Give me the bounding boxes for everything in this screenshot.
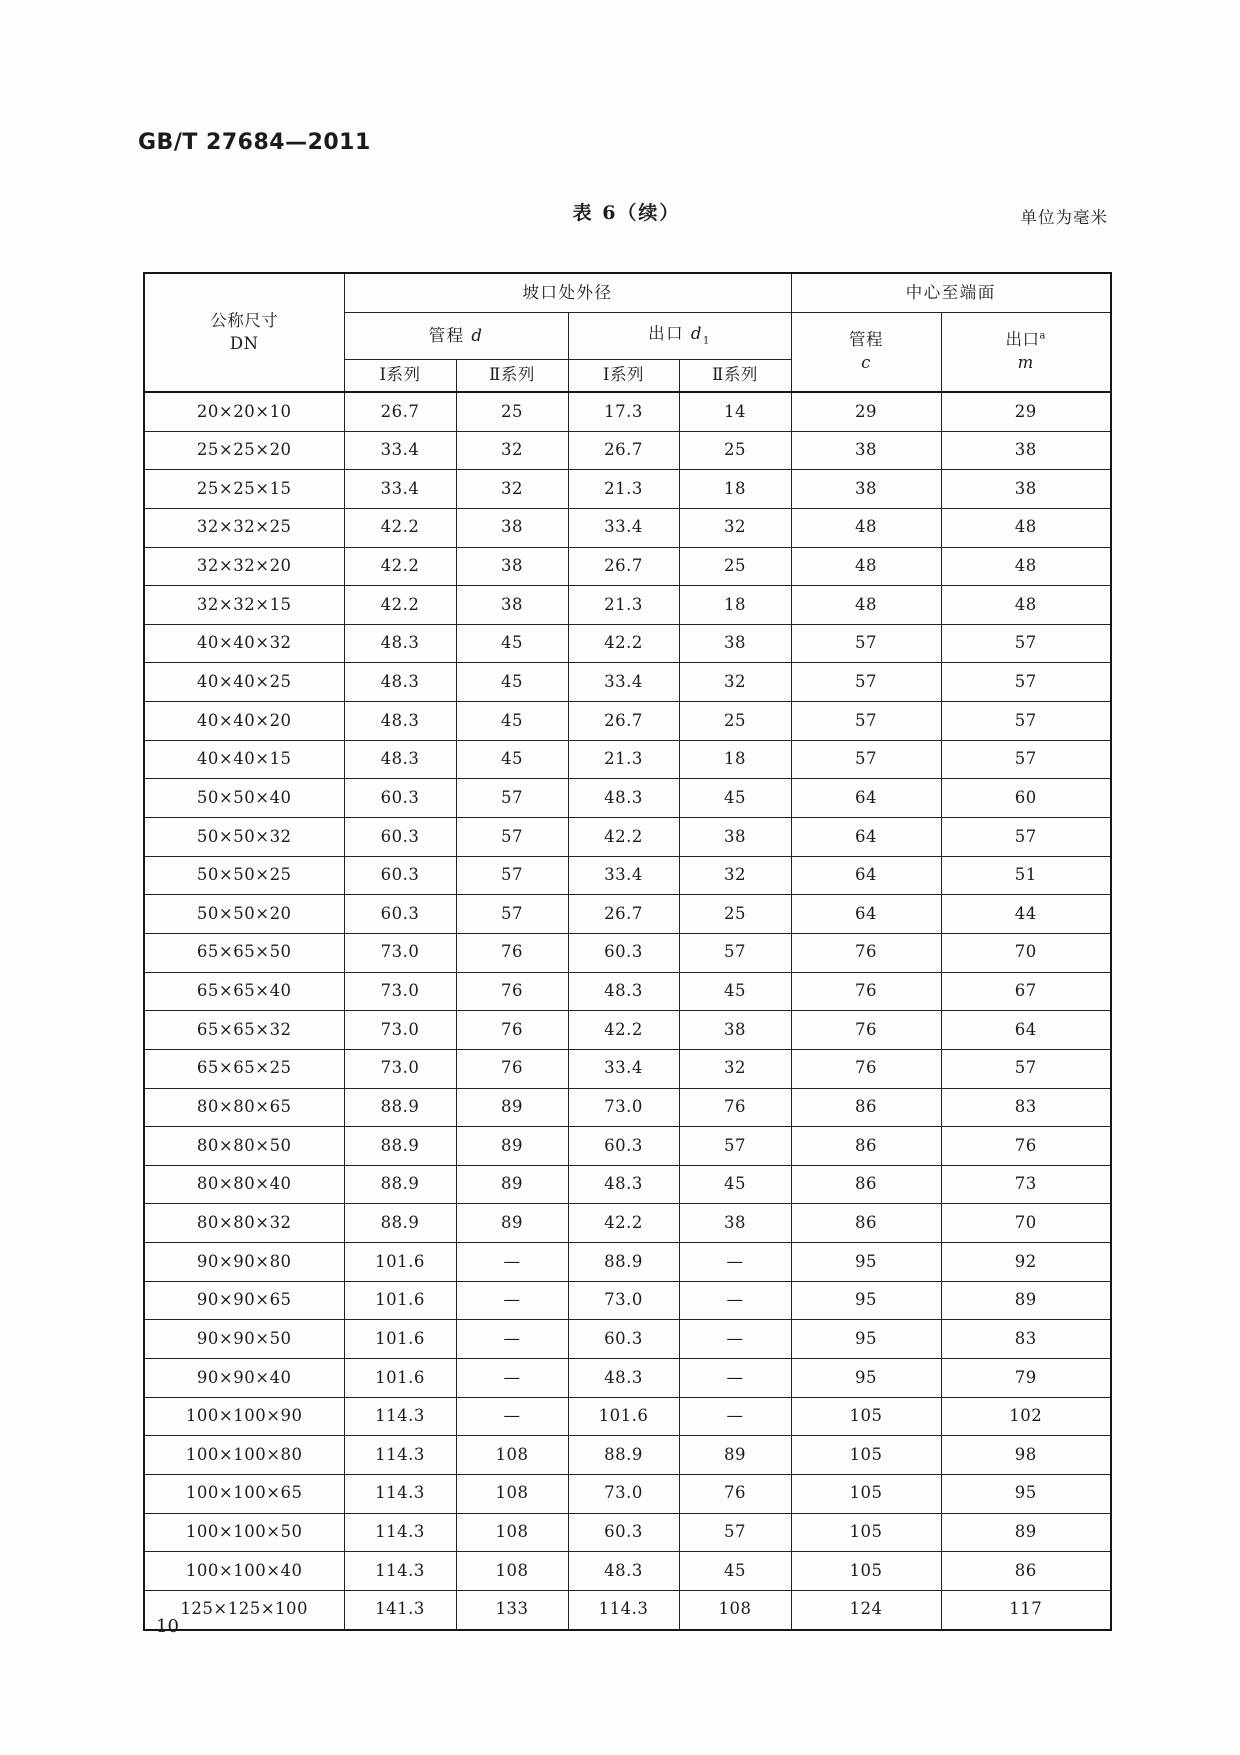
value-cell: 117 xyxy=(941,1590,1111,1629)
dimension-table xyxy=(143,272,1112,1631)
table-row xyxy=(144,1552,1111,1591)
value-cell: 101.6 xyxy=(344,1281,456,1320)
table-row xyxy=(144,547,1111,586)
table-row xyxy=(144,1165,1111,1204)
value-cell: 32 xyxy=(456,431,568,470)
value-cell: 48 xyxy=(791,547,941,586)
value-cell: 73.0 xyxy=(568,1281,679,1320)
table-row xyxy=(144,431,1111,470)
value-cell: 57 xyxy=(456,856,568,895)
dn-cell: 65×65×40 xyxy=(144,972,344,1011)
value-cell: 89 xyxy=(679,1436,791,1475)
value-cell: 57 xyxy=(456,779,568,818)
value-cell: — xyxy=(679,1320,791,1359)
value-cell: 48 xyxy=(791,586,941,625)
table-header xyxy=(144,273,1111,392)
value-cell: 64 xyxy=(791,856,941,895)
value-cell: 73.0 xyxy=(344,933,456,972)
value-cell: 76 xyxy=(456,1011,568,1050)
dn-cell: 20×20×10 xyxy=(144,392,344,431)
dn-cell: 50×50×32 xyxy=(144,818,344,857)
value-cell: 86 xyxy=(791,1165,941,1204)
dn-cell: 80×80×32 xyxy=(144,1204,344,1243)
value-cell: 73.0 xyxy=(568,1088,679,1127)
run-d-symbol: d xyxy=(471,325,484,345)
table-body xyxy=(144,392,1111,1630)
value-cell: 73.0 xyxy=(568,1474,679,1513)
table-row xyxy=(144,663,1111,702)
value-cell: 105 xyxy=(791,1552,941,1591)
value-cell: 38 xyxy=(791,431,941,470)
value-cell: 14 xyxy=(679,392,791,431)
value-cell: 42.2 xyxy=(568,624,679,663)
value-cell: 101.6 xyxy=(344,1320,456,1359)
value-cell: 42.2 xyxy=(568,818,679,857)
center-run-label: 管程 xyxy=(849,330,883,350)
center-outlet-footnote-mark: a xyxy=(1039,330,1046,342)
value-cell: 32 xyxy=(456,470,568,509)
value-cell: 60.3 xyxy=(568,1320,679,1359)
dn-cell: 32×32×15 xyxy=(144,586,344,625)
value-cell: 57 xyxy=(456,895,568,934)
value-cell: 114.3 xyxy=(344,1436,456,1475)
value-cell: 60.3 xyxy=(568,1127,679,1166)
value-cell: 114.3 xyxy=(344,1513,456,1552)
value-cell: 21.3 xyxy=(568,586,679,625)
value-cell: 38 xyxy=(456,586,568,625)
value-cell: 57 xyxy=(791,740,941,779)
value-cell: 57 xyxy=(941,663,1111,702)
value-cell: 60 xyxy=(941,779,1111,818)
value-cell: 76 xyxy=(791,1049,941,1088)
value-cell: 45 xyxy=(456,740,568,779)
value-cell: 76 xyxy=(791,972,941,1011)
value-cell: 38 xyxy=(456,547,568,586)
table-row xyxy=(144,586,1111,625)
value-cell: 48 xyxy=(941,508,1111,547)
value-cell: 57 xyxy=(941,1049,1111,1088)
table-row xyxy=(144,1397,1111,1436)
value-cell: 38 xyxy=(456,508,568,547)
value-cell: 76 xyxy=(791,933,941,972)
value-cell: 86 xyxy=(791,1088,941,1127)
value-cell: 57 xyxy=(941,702,1111,741)
value-cell: 70 xyxy=(941,1204,1111,1243)
value-cell: 79 xyxy=(941,1359,1111,1398)
value-cell: 38 xyxy=(679,1204,791,1243)
value-cell: 29 xyxy=(941,392,1111,431)
value-cell: 25 xyxy=(456,392,568,431)
value-cell: 57 xyxy=(941,818,1111,857)
page-number: 10 xyxy=(156,1616,179,1637)
dn-cell: 40×40×15 xyxy=(144,740,344,779)
value-cell: 29 xyxy=(791,392,941,431)
value-cell: 64 xyxy=(941,1011,1111,1050)
table-row xyxy=(144,392,1111,431)
value-cell: 101.6 xyxy=(568,1397,679,1436)
table-row xyxy=(144,1436,1111,1475)
value-cell: 101.6 xyxy=(344,1359,456,1398)
value-cell: — xyxy=(456,1320,568,1359)
dn-cell: 40×40×25 xyxy=(144,663,344,702)
header-nominal-size xyxy=(144,273,344,392)
header-outlet-d1 xyxy=(568,313,791,360)
value-cell: 114.3 xyxy=(568,1590,679,1629)
value-cell: 48.3 xyxy=(568,1552,679,1591)
value-cell: 105 xyxy=(791,1436,941,1475)
value-cell: 42.2 xyxy=(568,1011,679,1050)
table-row xyxy=(144,1243,1111,1282)
table-row xyxy=(144,1281,1111,1320)
dn-cell: 100×100×65 xyxy=(144,1474,344,1513)
value-cell: 32 xyxy=(679,1049,791,1088)
dn-cell: 65×65×25 xyxy=(144,1049,344,1088)
value-cell: 73.0 xyxy=(344,972,456,1011)
dn-cell: 100×100×80 xyxy=(144,1436,344,1475)
value-cell: 32 xyxy=(679,508,791,547)
dn-cell: 65×65×50 xyxy=(144,933,344,972)
header-group-center-to-end: 中心至端面 xyxy=(791,273,1111,313)
value-cell: 33.4 xyxy=(344,431,456,470)
value-cell: 33.4 xyxy=(568,508,679,547)
value-cell: 105 xyxy=(791,1513,941,1552)
value-cell: 25 xyxy=(679,547,791,586)
value-cell: 88.9 xyxy=(568,1436,679,1475)
value-cell: 26.7 xyxy=(568,431,679,470)
value-cell: 44 xyxy=(941,895,1111,934)
value-cell: 57 xyxy=(679,1513,791,1552)
value-cell: 108 xyxy=(456,1474,568,1513)
value-cell: 133 xyxy=(456,1590,568,1629)
value-cell: 76 xyxy=(679,1474,791,1513)
table-row xyxy=(144,895,1111,934)
value-cell: 57 xyxy=(791,663,941,702)
dn-cell: 50×50×20 xyxy=(144,895,344,934)
value-cell: 38 xyxy=(679,624,791,663)
dn-cell: 90×90×50 xyxy=(144,1320,344,1359)
value-cell: 83 xyxy=(941,1088,1111,1127)
value-cell: 42.2 xyxy=(344,586,456,625)
outlet-d1-symbol: d xyxy=(690,323,703,343)
table-row xyxy=(144,740,1111,779)
value-cell: 76 xyxy=(456,1049,568,1088)
value-cell: 33.4 xyxy=(344,470,456,509)
header-run-d xyxy=(344,313,568,360)
value-cell: 48 xyxy=(941,547,1111,586)
value-cell: 76 xyxy=(679,1088,791,1127)
value-cell: — xyxy=(456,1281,568,1320)
value-cell: 73.0 xyxy=(344,1049,456,1088)
table-title: 表 6（续） xyxy=(572,202,681,224)
value-cell: 25 xyxy=(679,431,791,470)
value-cell: — xyxy=(679,1281,791,1320)
dn-cell: 32×32×20 xyxy=(144,547,344,586)
table-row xyxy=(144,818,1111,857)
dn-cell: 100×100×90 xyxy=(144,1397,344,1436)
value-cell: 76 xyxy=(456,933,568,972)
value-cell: 45 xyxy=(456,624,568,663)
center-outlet-label: 出口 xyxy=(1005,330,1040,350)
table-row xyxy=(144,1320,1111,1359)
run-d-label: 管程 xyxy=(428,325,465,345)
dn-cell: 100×100×40 xyxy=(144,1552,344,1591)
value-cell: 67 xyxy=(941,972,1111,1011)
value-cell: 95 xyxy=(791,1281,941,1320)
value-cell: 98 xyxy=(941,1436,1111,1475)
value-cell: 57 xyxy=(791,624,941,663)
table-row xyxy=(144,1127,1111,1166)
value-cell: 89 xyxy=(941,1281,1111,1320)
value-cell: 57 xyxy=(791,702,941,741)
value-cell: — xyxy=(456,1243,568,1282)
value-cell: 48.3 xyxy=(568,1165,679,1204)
value-cell: 88.9 xyxy=(568,1243,679,1282)
value-cell: 88.9 xyxy=(344,1165,456,1204)
value-cell: — xyxy=(679,1397,791,1436)
dn-cell: 50×50×40 xyxy=(144,779,344,818)
table-row xyxy=(144,933,1111,972)
value-cell: 25 xyxy=(679,702,791,741)
table-caption-row xyxy=(143,198,1110,232)
value-cell: 114.3 xyxy=(344,1474,456,1513)
value-cell: 60.3 xyxy=(344,895,456,934)
value-cell: — xyxy=(456,1397,568,1436)
value-cell: 33.4 xyxy=(568,663,679,702)
value-cell: 89 xyxy=(456,1204,568,1243)
header-series-2-outlet: Ⅱ系列 xyxy=(679,360,791,393)
value-cell: 114.3 xyxy=(344,1552,456,1591)
header-series-1-run: Ⅰ系列 xyxy=(344,360,456,393)
value-cell: 42.2 xyxy=(344,547,456,586)
value-cell: 32 xyxy=(679,663,791,702)
value-cell: 141.3 xyxy=(344,1590,456,1629)
value-cell: 48.3 xyxy=(568,1359,679,1398)
dn-cell: 100×100×50 xyxy=(144,1513,344,1552)
dn-cell: 65×65×32 xyxy=(144,1011,344,1050)
header-series-1-outlet: Ⅰ系列 xyxy=(568,360,679,393)
dn-cell: 90×90×40 xyxy=(144,1359,344,1398)
value-cell: 101.6 xyxy=(344,1243,456,1282)
value-cell: — xyxy=(679,1243,791,1282)
value-cell: 26.7 xyxy=(344,392,456,431)
value-cell: 105 xyxy=(791,1397,941,1436)
value-cell: 25 xyxy=(679,895,791,934)
value-cell: 48.3 xyxy=(344,702,456,741)
value-cell: 60.3 xyxy=(568,933,679,972)
table-row xyxy=(144,1590,1111,1629)
unit-note: 单位为毫米 xyxy=(1020,208,1108,227)
value-cell: 88.9 xyxy=(344,1204,456,1243)
value-cell: 108 xyxy=(456,1436,568,1475)
value-cell: 89 xyxy=(456,1088,568,1127)
center-run-symbol: c xyxy=(861,353,871,372)
value-cell: 86 xyxy=(941,1552,1111,1591)
value-cell: 21.3 xyxy=(568,740,679,779)
value-cell: 88.9 xyxy=(344,1088,456,1127)
value-cell: 92 xyxy=(941,1243,1111,1282)
value-cell: 26.7 xyxy=(568,702,679,741)
value-cell: 45 xyxy=(456,702,568,741)
value-cell: 102 xyxy=(941,1397,1111,1436)
value-cell: 38 xyxy=(791,470,941,509)
value-cell: 26.7 xyxy=(568,547,679,586)
dn-cell: 25×25×20 xyxy=(144,431,344,470)
value-cell: 76 xyxy=(791,1011,941,1050)
table-row xyxy=(144,624,1111,663)
value-cell: 89 xyxy=(456,1165,568,1204)
value-cell: 114.3 xyxy=(344,1397,456,1436)
table-row xyxy=(144,1474,1111,1513)
dn-cell: 90×90×65 xyxy=(144,1281,344,1320)
value-cell: 57 xyxy=(679,1127,791,1166)
value-cell: 57 xyxy=(456,818,568,857)
value-cell: 64 xyxy=(791,895,941,934)
value-cell: 45 xyxy=(456,663,568,702)
value-cell: 33.4 xyxy=(568,1049,679,1088)
value-cell: 76 xyxy=(456,972,568,1011)
value-cell: 45 xyxy=(679,972,791,1011)
value-cell: 17.3 xyxy=(568,392,679,431)
value-cell: 18 xyxy=(679,586,791,625)
value-cell: 21.3 xyxy=(568,470,679,509)
value-cell: 70 xyxy=(941,933,1111,972)
table-row xyxy=(144,972,1111,1011)
value-cell: 108 xyxy=(456,1552,568,1591)
dn-cell: 80×80×65 xyxy=(144,1088,344,1127)
value-cell: 105 xyxy=(791,1474,941,1513)
value-cell: 86 xyxy=(791,1127,941,1166)
value-cell: 45 xyxy=(679,1552,791,1591)
value-cell: 38 xyxy=(679,818,791,857)
value-cell: 95 xyxy=(791,1243,941,1282)
value-cell: 95 xyxy=(791,1320,941,1359)
value-cell: 60.3 xyxy=(344,779,456,818)
value-cell: 60.3 xyxy=(568,1513,679,1552)
dn-cell: 125×125×100 xyxy=(144,1590,344,1629)
value-cell: 48.3 xyxy=(568,972,679,1011)
value-cell: 73 xyxy=(941,1165,1111,1204)
value-cell: 60.3 xyxy=(344,856,456,895)
value-cell: 18 xyxy=(679,740,791,779)
nominal-size-code: DN xyxy=(229,333,259,353)
value-cell: 42.2 xyxy=(344,508,456,547)
value-cell: 18 xyxy=(679,470,791,509)
value-cell: 57 xyxy=(679,933,791,972)
outlet-d1-subscript: 1 xyxy=(702,335,711,347)
value-cell: 89 xyxy=(456,1127,568,1166)
table-row xyxy=(144,856,1111,895)
value-cell: 26.7 xyxy=(568,895,679,934)
dn-cell: 40×40×32 xyxy=(144,624,344,663)
value-cell: 124 xyxy=(791,1590,941,1629)
value-cell: 64 xyxy=(791,779,941,818)
value-cell: 48.3 xyxy=(344,740,456,779)
dn-cell: 90×90×80 xyxy=(144,1243,344,1282)
value-cell: 57 xyxy=(941,624,1111,663)
value-cell: 38 xyxy=(679,1011,791,1050)
outlet-d1-label: 出口 xyxy=(648,323,685,343)
dn-cell: 40×40×20 xyxy=(144,702,344,741)
value-cell: 45 xyxy=(679,779,791,818)
value-cell: 48.3 xyxy=(568,779,679,818)
value-cell: 57 xyxy=(941,740,1111,779)
dn-cell: 32×32×25 xyxy=(144,508,344,547)
dn-cell: 80×80×50 xyxy=(144,1127,344,1166)
value-cell: 64 xyxy=(791,818,941,857)
value-cell: — xyxy=(679,1359,791,1398)
value-cell: 95 xyxy=(941,1474,1111,1513)
table-row xyxy=(144,1088,1111,1127)
dn-cell: 25×25×15 xyxy=(144,470,344,509)
dn-cell: 80×80×40 xyxy=(144,1165,344,1204)
standard-number: GB/T 27684—2011 xyxy=(138,130,371,155)
value-cell: 51 xyxy=(941,856,1111,895)
value-cell: 45 xyxy=(679,1165,791,1204)
value-cell: 108 xyxy=(456,1513,568,1552)
value-cell: — xyxy=(456,1359,568,1398)
value-cell: 73.0 xyxy=(344,1011,456,1050)
header-center-run xyxy=(791,313,941,393)
table-row xyxy=(144,1011,1111,1050)
table-row xyxy=(144,508,1111,547)
value-cell: 32 xyxy=(679,856,791,895)
table-row xyxy=(144,1359,1111,1398)
value-cell: 60.3 xyxy=(344,818,456,857)
table-row xyxy=(144,779,1111,818)
value-cell: 33.4 xyxy=(568,856,679,895)
value-cell: 38 xyxy=(941,431,1111,470)
header-series-2-run: Ⅱ系列 xyxy=(456,360,568,393)
value-cell: 48.3 xyxy=(344,663,456,702)
value-cell: 108 xyxy=(679,1590,791,1629)
value-cell: 38 xyxy=(941,470,1111,509)
value-cell: 48 xyxy=(941,586,1111,625)
value-cell: 76 xyxy=(941,1127,1111,1166)
value-cell: 48 xyxy=(791,508,941,547)
table-row xyxy=(144,1204,1111,1243)
value-cell: 95 xyxy=(791,1359,941,1398)
table-row xyxy=(144,702,1111,741)
header-group-bevel-od: 坡口处外径 xyxy=(344,273,791,313)
value-cell: 88.9 xyxy=(344,1127,456,1166)
value-cell: 83 xyxy=(941,1320,1111,1359)
table-row xyxy=(144,1513,1111,1552)
value-cell: 42.2 xyxy=(568,1204,679,1243)
value-cell: 89 xyxy=(941,1513,1111,1552)
dn-cell: 50×50×25 xyxy=(144,856,344,895)
table-row xyxy=(144,1049,1111,1088)
center-outlet-symbol: m xyxy=(1017,353,1034,372)
table-row xyxy=(144,470,1111,509)
header-center-outlet xyxy=(941,313,1111,393)
value-cell: 48.3 xyxy=(344,624,456,663)
value-cell: 86 xyxy=(791,1204,941,1243)
nominal-size-label: 公称尺寸 xyxy=(210,310,279,330)
